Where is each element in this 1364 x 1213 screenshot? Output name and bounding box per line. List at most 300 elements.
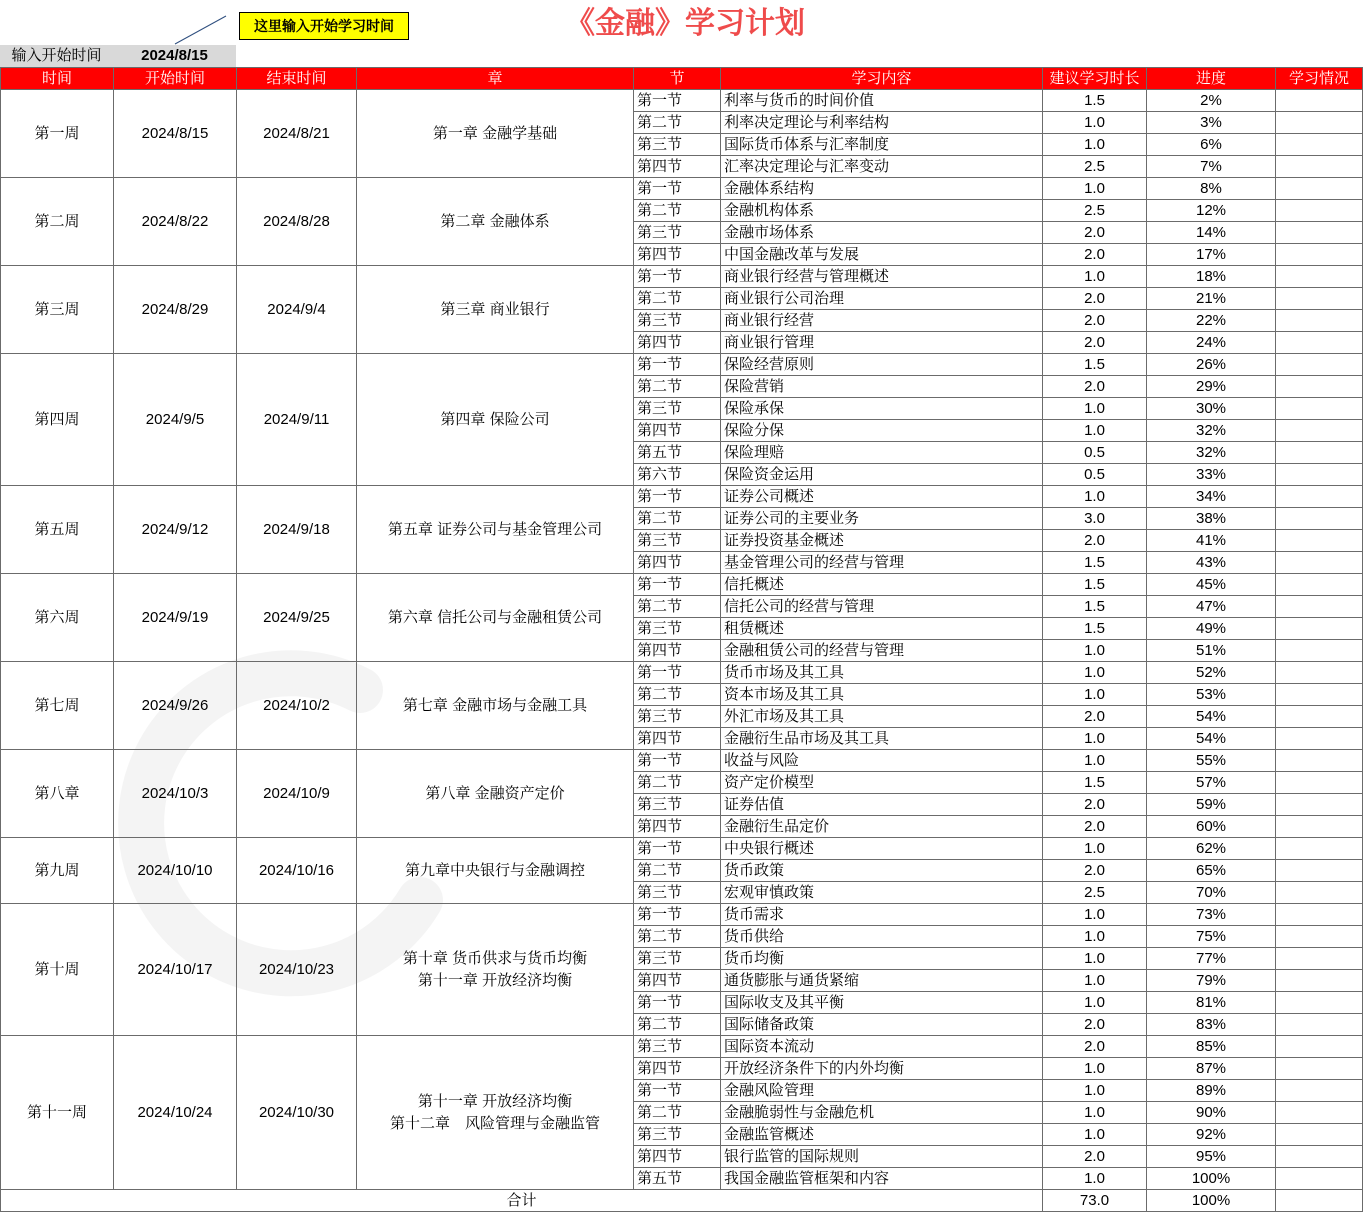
content-cell: 中央银行概述 [721,838,1043,860]
hours-cell: 2.0 [1043,530,1147,552]
start-date-cell: 2024/8/15 [114,90,237,178]
content-cell: 货币政策 [721,860,1043,882]
start-date-cell: 2024/8/29 [114,266,237,354]
week-cell: 第四周 [1,354,114,486]
section-cell: 第四节 [634,552,721,574]
section-cell: 第二节 [634,288,721,310]
section-cell: 第一节 [634,662,721,684]
chapter-cell [357,266,634,354]
chapter-cell [357,354,634,486]
section-cell: 第一节 [634,354,721,376]
week-cell: 第二周 [1,178,114,266]
week-cell: 第十周 [1,904,114,1036]
chapter-line: 第七章 金融市场与金融工具 [402,696,588,714]
section-cell: 第二节 [634,1102,721,1124]
status-cell[interactable] [1276,904,1363,926]
status-cell[interactable] [1276,706,1363,728]
hours-cell: 2.0 [1043,816,1147,838]
hours-cell: 1.5 [1043,574,1147,596]
status-cell[interactable] [1276,420,1363,442]
content-cell: 金融衍生品市场及其工具 [721,728,1043,750]
progress-cell: 52% [1147,662,1276,684]
section-cell: 第五节 [634,442,721,464]
content-cell: 金融体系结构 [721,178,1043,200]
hours-cell: 2.5 [1043,200,1147,222]
section-cell: 第三节 [634,398,721,420]
hours-cell: 2.0 [1043,332,1147,354]
hours-cell: 1.0 [1043,1080,1147,1102]
hours-cell: 1.0 [1043,266,1147,288]
week-cell: 第八章 [1,750,114,838]
status-cell[interactable] [1276,552,1363,574]
end-date-cell: 2024/9/11 [237,354,357,486]
section-cell: 第二节 [634,684,721,706]
column-header-status: 学习情况 [1276,68,1363,90]
status-cell[interactable] [1276,1102,1363,1124]
progress-cell: 49% [1147,618,1276,640]
start-date-cell: 2024/10/3 [114,750,237,838]
status-cell[interactable] [1276,618,1363,640]
progress-cell: 70% [1147,882,1276,904]
progress-cell: 26% [1147,354,1276,376]
section-cell: 第一节 [634,90,721,112]
content-cell: 银行监管的国际规则 [721,1146,1043,1168]
section-cell: 第二节 [634,200,721,222]
content-cell: 金融租赁公司的经营与管理 [721,640,1043,662]
column-header-content: 学习内容 [721,68,1043,90]
status-cell[interactable] [1276,1124,1363,1146]
hours-cell: 1.0 [1043,750,1147,772]
status-cell[interactable] [1276,442,1363,464]
section-cell: 第三节 [634,530,721,552]
content-cell: 国际资本流动 [721,1036,1043,1058]
section-cell: 第二节 [634,926,721,948]
hours-cell: 1.0 [1043,948,1147,970]
hours-cell: 2.0 [1043,1014,1147,1036]
column-header-chapter: 章 [357,68,634,90]
hours-cell: 0.5 [1043,442,1147,464]
section-cell: 第二节 [634,112,721,134]
start-date-cell: 2024/10/10 [114,838,237,904]
progress-cell: 87% [1147,1058,1276,1080]
chapter-line: 第十一章 开放经济均衡 [417,971,573,989]
status-cell[interactable] [1276,376,1363,398]
content-cell: 通货膨胀与通货紧缩 [721,970,1043,992]
section-cell: 第四节 [634,728,721,750]
hours-cell: 1.0 [1043,728,1147,750]
chapter-line: 第四章 保险公司 [440,410,550,428]
status-cell[interactable] [1276,1168,1363,1190]
hours-cell: 1.0 [1043,662,1147,684]
chapter-cell [357,486,634,574]
progress-cell: 54% [1147,728,1276,750]
status-cell[interactable] [1276,838,1363,860]
progress-cell: 18% [1147,266,1276,288]
hours-cell: 1.0 [1043,1168,1147,1190]
hours-cell: 3.0 [1043,508,1147,530]
content-cell: 保险营销 [721,376,1043,398]
progress-cell: 81% [1147,992,1276,1014]
end-date-cell: 2024/10/30 [237,1036,357,1190]
section-cell: 第四节 [634,1058,721,1080]
progress-cell: 77% [1147,948,1276,970]
end-date-cell: 2024/9/18 [237,486,357,574]
status-cell[interactable] [1276,244,1363,266]
pointer-line [168,10,238,50]
chapter-cell [357,904,634,1036]
content-cell: 国际储备政策 [721,1014,1043,1036]
status-cell[interactable] [1276,486,1363,508]
hours-cell: 1.0 [1043,134,1147,156]
status-cell[interactable] [1276,398,1363,420]
status-cell[interactable] [1276,134,1363,156]
content-cell: 金融市场体系 [721,222,1043,244]
status-cell[interactable] [1276,882,1363,904]
week-cell: 第一周 [1,90,114,178]
content-cell: 金融衍生品定价 [721,816,1043,838]
progress-cell: 8% [1147,178,1276,200]
status-cell[interactable] [1276,530,1363,552]
section-cell: 第一节 [634,750,721,772]
section-cell: 第二节 [634,376,721,398]
hours-cell: 1.0 [1043,970,1147,992]
start-date-cell: 2024/9/26 [114,662,237,750]
progress-cell: 34% [1147,486,1276,508]
content-cell: 商业银行公司治理 [721,288,1043,310]
progress-cell: 90% [1147,1102,1276,1124]
progress-cell: 30% [1147,398,1276,420]
column-header-end-date: 结束时间 [237,68,357,90]
hours-cell: 2.0 [1043,706,1147,728]
hours-cell: 2.0 [1043,288,1147,310]
week-cell: 第九周 [1,838,114,904]
progress-cell: 24% [1147,332,1276,354]
progress-cell: 12% [1147,200,1276,222]
progress-cell: 6% [1147,134,1276,156]
start-time-input[interactable]: 2024/8/15 [141,47,208,64]
section-cell: 第三节 [634,1036,721,1058]
page-title: 《金融》学习计划 [565,7,805,40]
content-cell: 金融风险管理 [721,1080,1043,1102]
week-cell: 第七周 [1,662,114,750]
hours-cell: 2.0 [1043,222,1147,244]
start-date-cell: 2024/9/19 [114,574,237,662]
content-cell: 保险经营原则 [721,354,1043,376]
column-header-start-date: 开始时间 [114,68,237,90]
status-cell[interactable] [1276,222,1363,244]
status-cell[interactable] [1276,926,1363,948]
status-cell[interactable] [1276,1014,1363,1036]
hours-cell: 2.5 [1043,156,1147,178]
section-cell: 第四节 [634,244,721,266]
progress-cell: 22% [1147,310,1276,332]
progress-cell: 43% [1147,552,1276,574]
section-cell: 第三节 [634,222,721,244]
progress-cell: 17% [1147,244,1276,266]
content-cell: 证券投资基金概述 [721,530,1043,552]
hours-cell: 1.0 [1043,838,1147,860]
hours-cell: 1.5 [1043,596,1147,618]
content-cell: 金融机构体系 [721,200,1043,222]
hours-cell: 0.5 [1043,464,1147,486]
status-cell[interactable] [1276,1058,1363,1080]
chapter-line: 第十章 货币供求与货币均衡 [402,949,588,967]
content-cell: 金融脆弱性与金融危机 [721,1102,1043,1124]
start-date-cell: 2024/10/24 [114,1036,237,1190]
column-header-hours: 建议学习时长 [1043,68,1147,90]
progress-cell: 75% [1147,926,1276,948]
content-cell: 保险资金运用 [721,464,1043,486]
section-cell: 第三节 [634,134,721,156]
status-cell[interactable] [1276,662,1363,684]
section-cell: 第一节 [634,1080,721,1102]
progress-cell: 73% [1147,904,1276,926]
section-cell: 第三节 [634,310,721,332]
chapter-line: 第一章 金融学基础 [432,124,558,142]
status-cell[interactable] [1276,970,1363,992]
content-cell: 资本市场及其工具 [721,684,1043,706]
progress-cell: 3% [1147,112,1276,134]
hours-cell: 1.0 [1043,640,1147,662]
progress-cell: 47% [1147,596,1276,618]
chapter-cell [357,1036,634,1190]
progress-cell: 65% [1147,860,1276,882]
status-cell[interactable] [1276,90,1363,112]
hours-cell: 2.0 [1043,1146,1147,1168]
status-cell[interactable] [1276,772,1363,794]
section-cell: 第四节 [634,816,721,838]
progress-cell: 62% [1147,838,1276,860]
status-cell[interactable] [1276,596,1363,618]
status-cell[interactable] [1276,288,1363,310]
content-cell: 保险理赔 [721,442,1043,464]
total-progress-cell: 100% [1147,1190,1276,1212]
progress-cell: 79% [1147,970,1276,992]
content-cell: 保险分保 [721,420,1043,442]
section-cell: 第一节 [634,266,721,288]
progress-cell: 53% [1147,684,1276,706]
content-cell: 证券估值 [721,794,1043,816]
status-cell[interactable] [1276,332,1363,354]
progress-cell: 32% [1147,442,1276,464]
section-cell: 第四节 [634,420,721,442]
section-cell: 第四节 [634,970,721,992]
content-cell: 货币供给 [721,926,1043,948]
section-cell: 第三节 [634,882,721,904]
progress-cell: 29% [1147,376,1276,398]
progress-cell: 41% [1147,530,1276,552]
start-time-input-row [0,45,236,67]
chapter-line: 第五章 证券公司与基金管理公司 [387,520,603,538]
hours-cell: 2.0 [1043,1036,1147,1058]
status-cell[interactable] [1276,684,1363,706]
chapter-cell [357,838,634,904]
content-cell: 证券公司概述 [721,486,1043,508]
hours-cell: 1.5 [1043,552,1147,574]
status-cell[interactable] [1276,266,1363,288]
hours-cell: 2.0 [1043,310,1147,332]
hours-cell: 1.0 [1043,1124,1147,1146]
end-date-cell: 2024/10/9 [237,750,357,838]
chapter-cell [357,178,634,266]
progress-cell: 54% [1147,706,1276,728]
content-cell: 利率决定理论与利率结构 [721,112,1043,134]
status-cell[interactable] [1276,728,1363,750]
section-cell: 第三节 [634,706,721,728]
content-cell: 租赁概述 [721,618,1043,640]
hours-cell: 1.0 [1043,1102,1147,1124]
content-cell: 保险承保 [721,398,1043,420]
chapter-line: 第六章 信托公司与金融租赁公司 [387,608,603,626]
hours-cell: 1.0 [1043,992,1147,1014]
progress-cell: 7% [1147,156,1276,178]
progress-cell: 100% [1147,1168,1276,1190]
progress-cell: 85% [1147,1036,1276,1058]
column-header-section: 节 [634,68,721,90]
section-cell: 第六节 [634,464,721,486]
status-cell[interactable] [1276,464,1363,486]
end-date-cell: 2024/8/28 [237,178,357,266]
status-cell[interactable] [1276,508,1363,530]
hours-cell: 1.5 [1043,618,1147,640]
start-time-label: 输入开始时间 [11,47,102,64]
status-cell[interactable] [1276,640,1363,662]
progress-cell: 55% [1147,750,1276,772]
section-cell: 第四节 [634,332,721,354]
section-cell: 第一节 [634,178,721,200]
progress-cell: 2% [1147,90,1276,112]
column-header-week: 时间 [1,68,114,90]
progress-cell: 92% [1147,1124,1276,1146]
content-cell: 我国金融监管框架和内容 [721,1168,1043,1190]
status-cell[interactable] [1276,156,1363,178]
section-cell: 第一节 [634,574,721,596]
content-cell: 信托概述 [721,574,1043,596]
section-cell: 第一节 [634,486,721,508]
content-cell: 国际收支及其平衡 [721,992,1043,1014]
start-date-cell: 2024/9/12 [114,486,237,574]
hours-cell: 1.0 [1043,112,1147,134]
hours-cell: 2.0 [1043,244,1147,266]
status-cell[interactable] [1276,1036,1363,1058]
chapter-line: 第十一章 开放经济均衡 [417,1092,573,1110]
hours-cell: 1.0 [1043,486,1147,508]
content-cell: 信托公司的经营与管理 [721,596,1043,618]
hours-cell: 1.0 [1043,684,1147,706]
status-cell[interactable] [1276,1146,1363,1168]
start-date-cell: 2024/8/22 [114,178,237,266]
end-date-cell: 2024/9/25 [237,574,357,662]
progress-cell: 89% [1147,1080,1276,1102]
section-cell: 第二节 [634,596,721,618]
start-time-hint-note: 这里输入开始学习时间 [239,12,409,40]
chapter-line: 第三章 商业银行 [440,300,550,318]
section-cell: 第三节 [634,948,721,970]
start-date-cell: 2024/9/5 [114,354,237,486]
week-cell: 第六周 [1,574,114,662]
content-cell: 货币均衡 [721,948,1043,970]
hours-cell: 1.0 [1043,420,1147,442]
section-cell: 第三节 [634,618,721,640]
section-cell: 第三节 [634,794,721,816]
content-cell: 商业银行经营与管理概述 [721,266,1043,288]
progress-cell: 57% [1147,772,1276,794]
total-status-cell[interactable] [1276,1190,1363,1212]
section-cell: 第一节 [634,838,721,860]
status-cell[interactable] [1276,112,1363,134]
chapter-cell [357,662,634,750]
week-cell: 第十一周 [1,1036,114,1190]
content-cell: 外汇市场及其工具 [721,706,1043,728]
content-cell: 货币需求 [721,904,1043,926]
content-cell: 基金管理公司的经营与管理 [721,552,1043,574]
status-cell[interactable] [1276,354,1363,376]
progress-cell: 95% [1147,1146,1276,1168]
content-cell: 商业银行经营 [721,310,1043,332]
progress-cell: 45% [1147,574,1276,596]
content-cell: 汇率决定理论与汇率变动 [721,156,1043,178]
chapter-cell [357,90,634,178]
status-cell[interactable] [1276,178,1363,200]
section-cell: 第三节 [634,1124,721,1146]
content-cell: 金融监管概述 [721,1124,1043,1146]
status-cell[interactable] [1276,816,1363,838]
section-cell: 第四节 [634,156,721,178]
end-date-cell: 2024/10/2 [237,662,357,750]
week-cell: 第三周 [1,266,114,354]
content-cell: 宏观审慎政策 [721,882,1043,904]
progress-cell: 60% [1147,816,1276,838]
status-cell[interactable] [1276,794,1363,816]
hours-cell: 2.0 [1043,860,1147,882]
hours-cell: 1.0 [1043,398,1147,420]
section-cell: 第一节 [634,904,721,926]
hours-cell: 2.5 [1043,882,1147,904]
progress-cell: 83% [1147,1014,1276,1036]
section-cell: 第一节 [634,992,721,1014]
content-cell: 货币市场及其工具 [721,662,1043,684]
end-date-cell: 2024/9/4 [237,266,357,354]
progress-cell: 51% [1147,640,1276,662]
status-cell[interactable] [1276,574,1363,596]
section-cell: 第四节 [634,1146,721,1168]
hours-cell: 1.0 [1043,926,1147,948]
section-cell: 第二节 [634,508,721,530]
content-cell: 中国金融改革与发展 [721,244,1043,266]
hours-cell: 1.5 [1043,90,1147,112]
hours-cell: 2.0 [1043,376,1147,398]
week-cell: 第五周 [1,486,114,574]
section-cell: 第四节 [634,640,721,662]
status-cell[interactable] [1276,750,1363,772]
status-cell[interactable] [1276,948,1363,970]
hours-cell: 1.5 [1043,772,1147,794]
study-plan-table [0,67,1363,1212]
status-cell[interactable] [1276,310,1363,332]
chapter-line: 第二章 金融体系 [440,212,550,230]
status-cell[interactable] [1276,860,1363,882]
status-cell[interactable] [1276,200,1363,222]
content-cell: 利率与货币的时间价值 [721,90,1043,112]
chapter-cell [357,750,634,838]
content-cell: 商业银行管理 [721,332,1043,354]
progress-cell: 59% [1147,794,1276,816]
status-cell[interactable] [1276,1080,1363,1102]
status-cell[interactable] [1276,992,1363,1014]
content-cell: 证券公司的主要业务 [721,508,1043,530]
progress-cell: 32% [1147,420,1276,442]
column-header-progress: 进度 [1147,68,1276,90]
